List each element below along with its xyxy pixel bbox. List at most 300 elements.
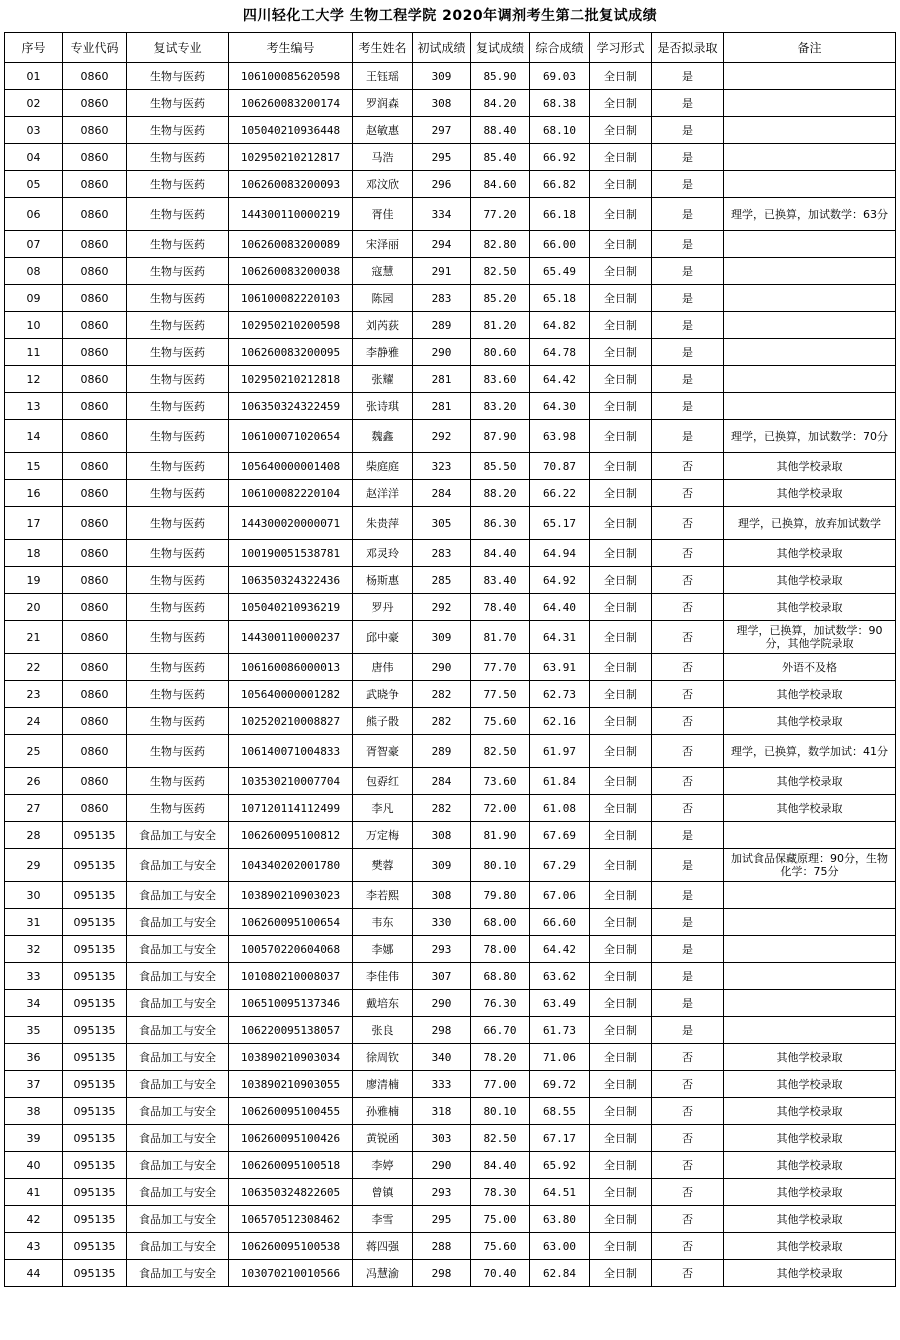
cell-retest-score: 78.30: [471, 1179, 530, 1206]
cell-index: 42: [5, 1206, 63, 1233]
table-row: [5, 1179, 896, 1206]
cell-study-mode: 全日制: [590, 708, 652, 735]
cell-remark: 理学，已换算，加试数学：70分: [724, 420, 896, 453]
cell-exam-id: 144300110000237: [229, 621, 353, 654]
cell-retest-score: 81.20: [471, 312, 530, 339]
cell-major: 食品加工与安全: [127, 1206, 229, 1233]
cell-initial-score: 291: [413, 258, 471, 285]
cell-name: 寇慧: [353, 258, 413, 285]
cell-index: 03: [5, 117, 63, 144]
cell-major: 食品加工与安全: [127, 1233, 229, 1260]
cell-index: 34: [5, 990, 63, 1017]
cell-exam-id: 103890210903023: [229, 882, 353, 909]
cell-index: 27: [5, 795, 63, 822]
cell-index: 02: [5, 90, 63, 117]
cell-major-code: 095135: [63, 822, 127, 849]
cell-major: 食品加工与安全: [127, 1098, 229, 1125]
cell-name: 张耀: [353, 366, 413, 393]
cell-remark: 其他学校录取: [724, 480, 896, 507]
cell-study-mode: 全日制: [590, 882, 652, 909]
cell-study-mode: 全日制: [590, 1233, 652, 1260]
cell-initial-score: 309: [413, 63, 471, 90]
cell-total-score: 64.42: [530, 936, 590, 963]
cell-index: 13: [5, 393, 63, 420]
cell-major-code: 095135: [63, 1260, 127, 1287]
cell-initial-score: 282: [413, 795, 471, 822]
cell-major-code: 095135: [63, 990, 127, 1017]
cell-total-score: 63.98: [530, 420, 590, 453]
cell-exam-id: 106510095137346: [229, 990, 353, 1017]
cell-exam-id: 106100071020654: [229, 420, 353, 453]
cell-total-score: 63.00: [530, 1233, 590, 1260]
cell-exam-id: 105640000001282: [229, 681, 353, 708]
cell-total-score: 65.18: [530, 285, 590, 312]
cell-retest-score: 84.60: [471, 171, 530, 198]
cell-exam-id: 105040210936448: [229, 117, 353, 144]
cell-major: 生物与医药: [127, 621, 229, 654]
table-row: [5, 990, 896, 1017]
cell-initial-score: 288: [413, 1233, 471, 1260]
cell-remark: [724, 171, 896, 198]
cell-initial-score: 307: [413, 963, 471, 990]
cell-admitted: 否: [652, 1044, 724, 1071]
cell-admitted: 是: [652, 231, 724, 258]
cell-major-code: 0860: [63, 393, 127, 420]
cell-name: 蒋四强: [353, 1233, 413, 1260]
cell-major-code: 0860: [63, 144, 127, 171]
cell-remark: 加试食品保藏原理：90分，生物化学：75分: [724, 849, 896, 882]
cell-name: 李雪: [353, 1206, 413, 1233]
cell-admitted: 否: [652, 708, 724, 735]
cell-major: 食品加工与安全: [127, 1017, 229, 1044]
cell-study-mode: 全日制: [590, 339, 652, 366]
cell-total-score: 67.29: [530, 849, 590, 882]
table-row: [5, 90, 896, 117]
cell-major: 食品加工与安全: [127, 936, 229, 963]
cell-remark: 理学，已换算，加试数学：63分: [724, 198, 896, 231]
cell-name: 胥佳: [353, 198, 413, 231]
cell-initial-score: 298: [413, 1260, 471, 1287]
cell-initial-score: 308: [413, 822, 471, 849]
cell-total-score: 66.22: [530, 480, 590, 507]
cell-remark: 其他学校录取: [724, 708, 896, 735]
cell-admitted: 否: [652, 453, 724, 480]
cell-study-mode: 全日制: [590, 735, 652, 768]
cell-admitted: 否: [652, 1071, 724, 1098]
cell-exam-id: 107120114112499: [229, 795, 353, 822]
table-row: [5, 198, 896, 231]
cell-admitted: 否: [652, 1260, 724, 1287]
cell-major: 生物与医药: [127, 63, 229, 90]
cell-index: 39: [5, 1125, 63, 1152]
cell-index: 17: [5, 507, 63, 540]
table-row: [5, 231, 896, 258]
cell-exam-id: 106100085620598: [229, 63, 353, 90]
cell-remark: [724, 231, 896, 258]
cell-major: 生物与医药: [127, 198, 229, 231]
cell-major-code: 0860: [63, 708, 127, 735]
cell-remark: 其他学校录取: [724, 1071, 896, 1098]
cell-retest-score: 76.30: [471, 990, 530, 1017]
table-row: [5, 63, 896, 90]
cell-index: 09: [5, 285, 63, 312]
cell-study-mode: 全日制: [590, 822, 652, 849]
cell-remark: [724, 144, 896, 171]
cell-exam-id: 103890210903055: [229, 1071, 353, 1098]
cell-admitted: 否: [652, 1152, 724, 1179]
cell-retest-score: 85.40: [471, 144, 530, 171]
cell-initial-score: 281: [413, 366, 471, 393]
cell-total-score: 67.06: [530, 882, 590, 909]
cell-study-mode: 全日制: [590, 144, 652, 171]
cell-index: 01: [5, 63, 63, 90]
table-row: [5, 312, 896, 339]
table-row: [5, 936, 896, 963]
cell-study-mode: 全日制: [590, 540, 652, 567]
cell-remark: 其他学校录取: [724, 453, 896, 480]
table-row: [5, 1044, 896, 1071]
col-header-major: 复试专业: [127, 33, 229, 63]
cell-index: 11: [5, 339, 63, 366]
cell-total-score: 64.40: [530, 594, 590, 621]
cell-index: 12: [5, 366, 63, 393]
cell-total-score: 64.30: [530, 393, 590, 420]
cell-index: 24: [5, 708, 63, 735]
cell-total-score: 63.80: [530, 1206, 590, 1233]
cell-exam-id: 101080210008037: [229, 963, 353, 990]
cell-index: 43: [5, 1233, 63, 1260]
cell-admitted: 否: [652, 1098, 724, 1125]
cell-major: 生物与医药: [127, 312, 229, 339]
cell-exam-id: 106100082220104: [229, 480, 353, 507]
cell-admitted: 是: [652, 171, 724, 198]
cell-total-score: 67.69: [530, 822, 590, 849]
cell-name: 廖清楠: [353, 1071, 413, 1098]
cell-major: 食品加工与安全: [127, 1179, 229, 1206]
cell-retest-score: 70.40: [471, 1260, 530, 1287]
cell-exam-id: 102950210212818: [229, 366, 353, 393]
cell-index: 15: [5, 453, 63, 480]
cell-admitted: 是: [652, 963, 724, 990]
table-row: [5, 1233, 896, 1260]
cell-total-score: 66.60: [530, 909, 590, 936]
table-row: [5, 909, 896, 936]
cell-admitted: 否: [652, 1179, 724, 1206]
cell-total-score: 65.92: [530, 1152, 590, 1179]
cell-index: 18: [5, 540, 63, 567]
cell-remark: [724, 366, 896, 393]
cell-exam-id: 105040210936219: [229, 594, 353, 621]
cell-initial-score: 303: [413, 1125, 471, 1152]
cell-total-score: 69.72: [530, 1071, 590, 1098]
cell-exam-id: 103070210010566: [229, 1260, 353, 1287]
cell-initial-score: 309: [413, 849, 471, 882]
cell-name: 李佳伟: [353, 963, 413, 990]
cell-exam-id: 103530210007704: [229, 768, 353, 795]
cell-exam-id: 106260083200089: [229, 231, 353, 258]
cell-major: 生物与医药: [127, 285, 229, 312]
cell-remark: [724, 1017, 896, 1044]
cell-name: 陈园: [353, 285, 413, 312]
cell-remark: 其他学校录取: [724, 795, 896, 822]
cell-major: 生物与医药: [127, 567, 229, 594]
cell-study-mode: 全日制: [590, 594, 652, 621]
cell-admitted: 是: [652, 849, 724, 882]
cell-retest-score: 68.00: [471, 909, 530, 936]
cell-major: 生物与医药: [127, 681, 229, 708]
cell-admitted: 是: [652, 909, 724, 936]
cell-index: 21: [5, 621, 63, 654]
col-header-major-code: 专业代码: [63, 33, 127, 63]
cell-major-code: 0860: [63, 339, 127, 366]
table-row: [5, 1017, 896, 1044]
cell-retest-score: 86.30: [471, 507, 530, 540]
cell-remark: [724, 90, 896, 117]
table-row: [5, 393, 896, 420]
cell-admitted: 否: [652, 654, 724, 681]
cell-name: 徐周钦: [353, 1044, 413, 1071]
cell-retest-score: 88.40: [471, 117, 530, 144]
cell-exam-id: 106220095138057: [229, 1017, 353, 1044]
cell-initial-score: 296: [413, 171, 471, 198]
cell-name: 曾镇: [353, 1179, 413, 1206]
cell-total-score: 64.51: [530, 1179, 590, 1206]
cell-remark: [724, 312, 896, 339]
cell-name: 杨斯惠: [353, 567, 413, 594]
cell-admitted: 是: [652, 90, 724, 117]
cell-major-code: 095135: [63, 1071, 127, 1098]
table-row: [5, 567, 896, 594]
cell-major-code: 0860: [63, 507, 127, 540]
cell-name: 邓汶欣: [353, 171, 413, 198]
cell-exam-id: 106140071004833: [229, 735, 353, 768]
cell-major-code: 0860: [63, 567, 127, 594]
cell-exam-id: 102950210200598: [229, 312, 353, 339]
cell-major-code: 0860: [63, 795, 127, 822]
cell-retest-score: 66.70: [471, 1017, 530, 1044]
cell-initial-score: 295: [413, 1206, 471, 1233]
cell-major: 生物与医药: [127, 366, 229, 393]
cell-index: 25: [5, 735, 63, 768]
cell-remark: 其他学校录取: [724, 1125, 896, 1152]
table-row: [5, 1152, 896, 1179]
cell-major-code: 095135: [63, 1206, 127, 1233]
cell-admitted: 是: [652, 990, 724, 1017]
table-row: [5, 1260, 896, 1287]
cell-initial-score: 285: [413, 567, 471, 594]
cell-exam-id: 103890210903034: [229, 1044, 353, 1071]
cell-major-code: 095135: [63, 882, 127, 909]
cell-total-score: 64.92: [530, 567, 590, 594]
cell-admitted: 是: [652, 285, 724, 312]
cell-index: 06: [5, 198, 63, 231]
cell-study-mode: 全日制: [590, 1071, 652, 1098]
cell-major-code: 0860: [63, 171, 127, 198]
cell-major-code: 095135: [63, 1233, 127, 1260]
cell-major-code: 0860: [63, 540, 127, 567]
cell-major-code: 095135: [63, 1098, 127, 1125]
cell-major-code: 0860: [63, 735, 127, 768]
cell-remark: [724, 393, 896, 420]
cell-name: 朱贵萍: [353, 507, 413, 540]
cell-major: 生物与医药: [127, 594, 229, 621]
cell-retest-score: 83.20: [471, 393, 530, 420]
cell-remark: 理学，已换算，数学加试：41分: [724, 735, 896, 768]
cell-remark: [724, 339, 896, 366]
cell-total-score: 62.16: [530, 708, 590, 735]
cell-remark: 其他学校录取: [724, 1206, 896, 1233]
cell-initial-score: 283: [413, 540, 471, 567]
cell-index: 40: [5, 1152, 63, 1179]
col-header-study-mode: 学习形式: [590, 33, 652, 63]
cell-total-score: 64.42: [530, 366, 590, 393]
cell-admitted: 否: [652, 540, 724, 567]
cell-total-score: 66.82: [530, 171, 590, 198]
table-row: [5, 1206, 896, 1233]
cell-study-mode: 全日制: [590, 198, 652, 231]
cell-total-score: 63.91: [530, 654, 590, 681]
cell-exam-id: 106350324822605: [229, 1179, 353, 1206]
cell-total-score: 62.84: [530, 1260, 590, 1287]
cell-exam-id: 106260095100812: [229, 822, 353, 849]
table-row: [5, 144, 896, 171]
cell-major-code: 0860: [63, 480, 127, 507]
cell-study-mode: 全日制: [590, 480, 652, 507]
cell-name: 李若熙: [353, 882, 413, 909]
cell-exam-id: 106260083200093: [229, 171, 353, 198]
cell-remark: 其他学校录取: [724, 1233, 896, 1260]
cell-major-code: 0860: [63, 117, 127, 144]
cell-retest-score: 73.60: [471, 768, 530, 795]
cell-major-code: 0860: [63, 198, 127, 231]
cell-retest-score: 68.80: [471, 963, 530, 990]
cell-name: 罗润森: [353, 90, 413, 117]
cell-initial-score: 282: [413, 681, 471, 708]
cell-admitted: 是: [652, 339, 724, 366]
cell-index: 14: [5, 420, 63, 453]
table-header-row: [5, 33, 896, 63]
cell-index: 32: [5, 936, 63, 963]
cell-admitted: 否: [652, 621, 724, 654]
cell-remark: [724, 909, 896, 936]
cell-major-code: 095135: [63, 1044, 127, 1071]
cell-retest-score: 77.50: [471, 681, 530, 708]
col-header-index: 序号: [5, 33, 63, 63]
cell-major: 生物与医药: [127, 480, 229, 507]
table-row: [5, 507, 896, 540]
col-header-remark: 备注: [724, 33, 896, 63]
cell-retest-score: 84.40: [471, 1152, 530, 1179]
cell-index: 08: [5, 258, 63, 285]
cell-exam-id: 144300020000071: [229, 507, 353, 540]
cell-index: 19: [5, 567, 63, 594]
cell-study-mode: 全日制: [590, 1044, 652, 1071]
cell-name: 胥智豪: [353, 735, 413, 768]
table-row: [5, 795, 896, 822]
cell-major-code: 0860: [63, 312, 127, 339]
cell-retest-score: 82.80: [471, 231, 530, 258]
cell-initial-score: 318: [413, 1098, 471, 1125]
cell-name: 孙雅楠: [353, 1098, 413, 1125]
table-row: [5, 594, 896, 621]
cell-index: 10: [5, 312, 63, 339]
cell-name: 包孬红: [353, 768, 413, 795]
cell-initial-score: 290: [413, 990, 471, 1017]
cell-total-score: 68.10: [530, 117, 590, 144]
col-header-total-score: 综合成绩: [530, 33, 590, 63]
cell-retest-score: 88.20: [471, 480, 530, 507]
cell-total-score: 66.00: [530, 231, 590, 258]
cell-initial-score: 284: [413, 480, 471, 507]
cell-study-mode: 全日制: [590, 171, 652, 198]
cell-total-score: 64.78: [530, 339, 590, 366]
cell-study-mode: 全日制: [590, 1152, 652, 1179]
cell-remark: [724, 822, 896, 849]
cell-retest-score: 77.20: [471, 198, 530, 231]
cell-name: 武晓争: [353, 681, 413, 708]
table-row: [5, 621, 896, 654]
table-row: [5, 117, 896, 144]
cell-total-score: 61.97: [530, 735, 590, 768]
cell-major-code: 0860: [63, 420, 127, 453]
cell-major: 生物与医药: [127, 795, 229, 822]
cell-major-code: 0860: [63, 768, 127, 795]
cell-name: 李静雅: [353, 339, 413, 366]
cell-retest-score: 83.60: [471, 366, 530, 393]
cell-retest-score: 84.20: [471, 90, 530, 117]
col-header-admitted: 是否拟录取: [652, 33, 724, 63]
cell-study-mode: 全日制: [590, 1017, 652, 1044]
cell-retest-score: 72.00: [471, 795, 530, 822]
cell-major-code: 0860: [63, 63, 127, 90]
score-table: [4, 32, 896, 1287]
cell-study-mode: 全日制: [590, 366, 652, 393]
cell-index: 23: [5, 681, 63, 708]
cell-index: 22: [5, 654, 63, 681]
table-row: [5, 849, 896, 882]
cell-remark: 其他学校录取: [724, 1179, 896, 1206]
table-row: [5, 882, 896, 909]
cell-initial-score: 289: [413, 312, 471, 339]
cell-remark: 其他学校录取: [724, 681, 896, 708]
col-header-name: 考生姓名: [353, 33, 413, 63]
cell-admitted: 是: [652, 393, 724, 420]
cell-total-score: 70.87: [530, 453, 590, 480]
cell-exam-id: 106570512308462: [229, 1206, 353, 1233]
cell-major: 食品加工与安全: [127, 1071, 229, 1098]
cell-retest-score: 79.80: [471, 882, 530, 909]
cell-exam-id: 105640000001408: [229, 453, 353, 480]
cell-name: 罗丹: [353, 594, 413, 621]
cell-major: 食品加工与安全: [127, 909, 229, 936]
cell-initial-score: 284: [413, 768, 471, 795]
cell-remark: [724, 990, 896, 1017]
cell-major-code: 0860: [63, 231, 127, 258]
cell-total-score: 68.55: [530, 1098, 590, 1125]
cell-major: 食品加工与安全: [127, 1044, 229, 1071]
cell-remark: 其他学校录取: [724, 540, 896, 567]
cell-major: 生物与医药: [127, 339, 229, 366]
cell-admitted: 否: [652, 735, 724, 768]
table-row: [5, 1098, 896, 1125]
cell-retest-score: 81.70: [471, 621, 530, 654]
cell-retest-score: 82.50: [471, 1125, 530, 1152]
cell-major: 生物与医药: [127, 393, 229, 420]
cell-remark: [724, 117, 896, 144]
cell-total-score: 71.06: [530, 1044, 590, 1071]
cell-study-mode: 全日制: [590, 963, 652, 990]
cell-admitted: 是: [652, 822, 724, 849]
